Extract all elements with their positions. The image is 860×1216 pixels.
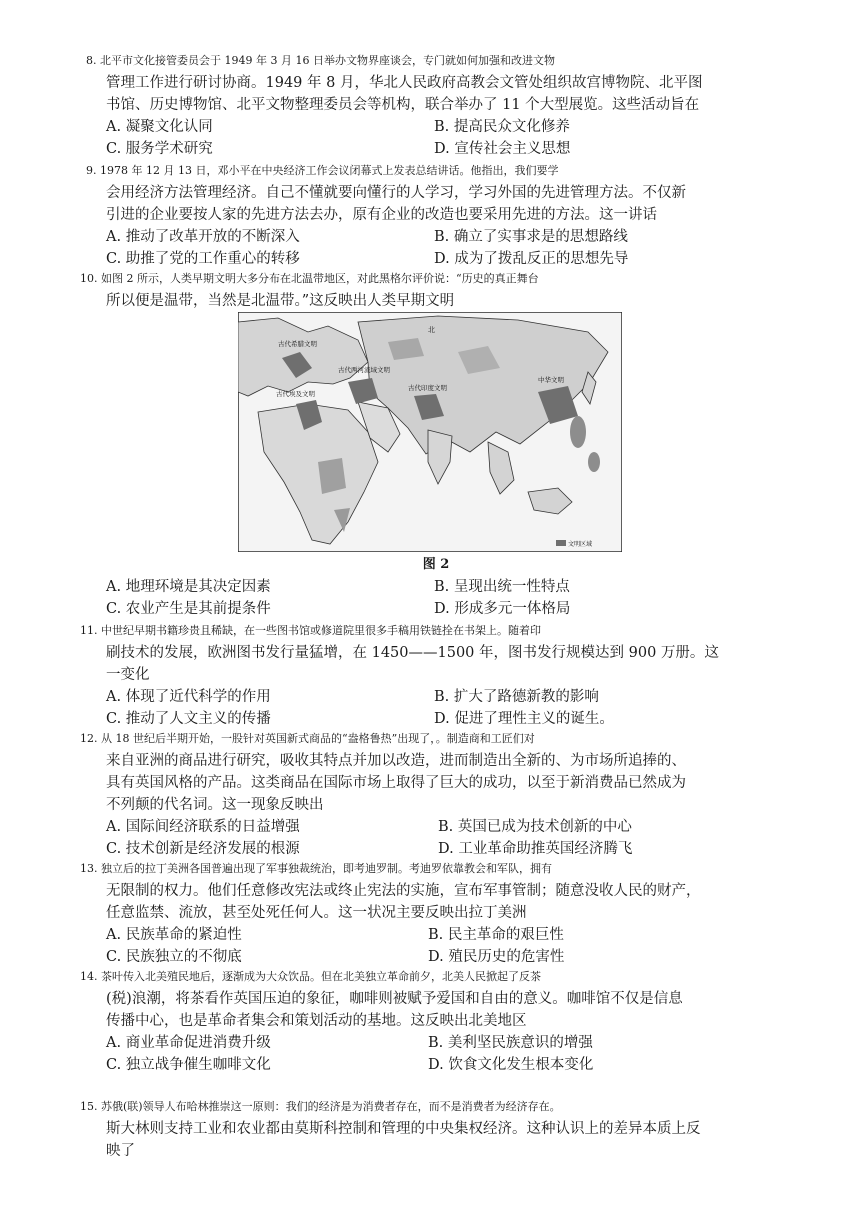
option-d[interactable]: D. 成为了拨乱反正的思想先导 <box>434 251 629 267</box>
stem-line: 会用经济方法管理经济。自己不懂就要向懂行的人学习，学习外国的先进管理方法。不仅新 <box>106 185 686 201</box>
stem-line: 斯大林则支持工业和农业都由莫斯科控制和管理的中央集权经济。这种认识上的差异本质上反 <box>106 1121 701 1137</box>
stem-line: 所以便是温带，当然是北温带。”这反映出人类早期文明 <box>106 293 455 309</box>
options <box>106 816 766 860</box>
option-a[interactable]: A. 推动了改革开放的不断深入 <box>106 229 300 245</box>
map-label-china: 中华文明 <box>538 376 564 384</box>
stem-line: 引进的企业要按人家的先进方法去办，原有企业的改造也要采用先进的方法。这一讲话 <box>106 207 657 223</box>
option-b[interactable]: B. 确立了实事求是的思想路线 <box>434 229 628 245</box>
stem-line: 无限制的权力。他们任意修改宪法或终止宪法的实施，宣布军事管制；随意没收人民的财产， <box>106 883 701 899</box>
map-label-north: 北 <box>428 326 435 334</box>
question-stem <box>80 728 766 816</box>
option-c[interactable]: C. 民族独立的不彻底 <box>106 949 242 965</box>
shading <box>570 416 586 448</box>
option-c[interactable]: C. 服务学术研究 <box>106 141 213 157</box>
option-b[interactable]: B. 扩大了路德新教的影响 <box>434 689 599 705</box>
option-c[interactable]: C. 推动了人文主义的传播 <box>106 711 271 727</box>
option-d[interactable]: D. 饮食文化发生根本变化 <box>428 1057 594 1073</box>
civilization-map <box>238 312 622 552</box>
option-d[interactable]: D. 促进了理性主义的诞生。 <box>434 711 614 727</box>
option-c[interactable]: C. 独立战争催生咖啡文化 <box>106 1057 271 1073</box>
shading <box>388 338 424 360</box>
stem-line: 14. 茶叶传入北美殖民地后，逐渐成为大众饮品。但在北美独立革命前夕，北美人民掀起了反茶 <box>80 970 541 983</box>
question-11 <box>80 620 766 730</box>
question-stem <box>80 1096 766 1162</box>
options <box>106 1032 766 1076</box>
map-label-mesopotamia: 古代两河流域文明 <box>338 366 390 374</box>
question-13 <box>80 858 766 968</box>
stem-line: 9. 1978 年 12 月 13 日，邓小平在中央经济工作会议闭幕式上发表总结讲话。他指出，我们要学 <box>86 164 559 177</box>
option-d[interactable]: D. 殖民历史的危害性 <box>428 949 565 965</box>
stem-line: 13. 独立后的拉丁美洲各国普遍出现了军事独裁统治，即考迪罗制。考迪罗依靠教会和军队，拥有 <box>80 862 552 875</box>
stem-line: 传播中心，也是革命者集会和策划活动的基地。这反映出北美地区 <box>106 1013 527 1029</box>
option-d[interactable]: D. 宣传社会主义思想 <box>434 141 571 157</box>
map-label-egypt: 古代埃及文明 <box>276 390 315 398</box>
stem-line: 15. 苏俄(联)领导人布哈林推崇这一原则：我们的经济是为消费者存在，而不是消费者为经济存在。 <box>80 1100 561 1113</box>
options <box>106 116 766 160</box>
options <box>106 686 766 730</box>
option-a[interactable]: A. 国际间经济联系的日益增强 <box>106 819 300 835</box>
question-stem <box>80 620 766 686</box>
question-10 <box>80 268 766 312</box>
map-label-greece: 古代希腊文明 <box>278 340 317 348</box>
shading <box>318 458 346 494</box>
option-c[interactable]: C. 农业产生是其前提条件 <box>106 601 271 617</box>
figure-caption: 图 2 <box>422 557 450 572</box>
stem-line: 映了 <box>106 1143 135 1159</box>
question-stem <box>86 160 766 226</box>
option-c[interactable]: C. 技术创新是经济发展的根源 <box>106 841 300 857</box>
option-b[interactable]: B. 英国已成为技术创新的中心 <box>438 819 632 835</box>
options <box>106 924 766 968</box>
options <box>106 226 766 270</box>
stem-line: 任意监禁、流放，甚至处死任何人。这一状况主要反映出拉丁美洲 <box>106 905 527 921</box>
option-b[interactable]: B. 美利坚民族意识的增强 <box>428 1035 593 1051</box>
option-a[interactable]: A. 体现了近代科学的作用 <box>106 689 271 705</box>
question-stem <box>86 50 766 116</box>
question-stem <box>80 268 766 312</box>
stem-line: 不列颠的代名词。这一现象反映出 <box>106 797 324 813</box>
option-b[interactable]: B. 提高民众文化修养 <box>434 119 570 135</box>
question-12 <box>80 728 766 860</box>
option-d[interactable]: D. 工业革命助推英国经济腾飞 <box>438 841 633 857</box>
question-8 <box>86 50 766 160</box>
question-stem <box>80 858 766 924</box>
stem-line: 12. 从 18 世纪后半期开始，一股针对英国新式商品的“盎格鲁热”出现了，。制造商和工匠们对 <box>80 732 535 745</box>
question-10-options <box>106 576 766 620</box>
option-a[interactable]: A. 民族革命的紧迫性 <box>106 927 242 943</box>
option-a[interactable]: A. 地理环境是其决定因素 <box>106 579 271 595</box>
question-9 <box>86 160 766 270</box>
map-label-india: 古代印度文明 <box>408 384 447 392</box>
stem-line: 书馆、历史博物馆、北平文物整理委员会等机构，联合举办了 11 个大型展览。这些活动旨在 <box>106 97 700 113</box>
option-d[interactable]: D. 形成多元一体格局 <box>434 601 571 617</box>
question-14 <box>80 966 766 1076</box>
legend-swatch <box>556 540 566 546</box>
question-stem <box>80 966 766 1032</box>
stem-line: 10. 如图 2 所示，人类早期文明大多分布在北温带地区，对此黑格尔评价说：“历史的真正舞台 <box>80 272 539 285</box>
options <box>106 576 766 620</box>
stem-line: (税)浪潮，将茶看作英国压迫的象征，咖啡则被赋予爱国和自由的意义。咖啡馆不仅是信息 <box>106 991 683 1007</box>
stem-line: 管理工作进行研讨协商。1949 年 8 月，华北人民政府高教会文管处组织故宫博物院、北平图 <box>106 75 703 91</box>
option-c[interactable]: C. 助推了党的工作重心的转移 <box>106 251 300 267</box>
option-a[interactable]: A. 凝聚文化认同 <box>106 119 213 135</box>
legend-label: 文明区域 <box>568 541 593 548</box>
stem-line: 具有英国风格的产品。这类商品在国际市场上取得了巨大的成功，以至于新消费品已然成为 <box>106 775 686 791</box>
stem-line: 11. 中世纪早期书籍珍贵且稀缺，在一些图书馆或修道院里很多手稿用铁链拴在书架上。随着印 <box>80 624 541 637</box>
stem-line: 来自亚洲的商品进行研究，吸收其特点并加以改造，进而制造出全新的、为市场所追捧的、 <box>106 753 686 769</box>
stem-line: 一变化 <box>106 667 150 683</box>
stem-line: 8. 北平市文化接管委员会于 1949 年 3 月 16 日举办文物界座谈会，专门就如何加强和改进文物 <box>86 54 555 67</box>
shading <box>588 452 600 472</box>
option-b[interactable]: B. 呈现出统一性特点 <box>434 579 570 595</box>
option-a[interactable]: A. 商业革命促进消费升级 <box>106 1035 271 1051</box>
stem-line: 刷技术的发展，欧洲图书发行量猛增，在 1450——1500 年，图书发行规模达到 900 万册。这 <box>106 645 719 661</box>
option-b[interactable]: B. 民主革命的艰巨性 <box>428 927 564 943</box>
question-15 <box>80 1096 766 1162</box>
